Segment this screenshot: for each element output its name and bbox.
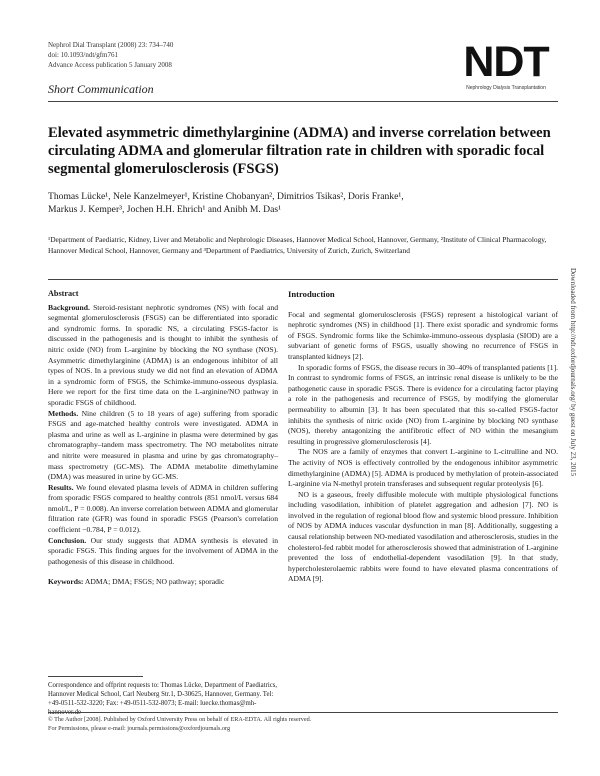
download-note-text[interactable]: Downloaded from http://ndt.oxfordjournals.org/ by guest on July 23, 2015 [569,268,577,477]
conclusion-text: Our study suggests that ADMA synthesis is elevated in sporadic FSGS. This finding argues for the involvement of ADMA in the pathogenesis of this disease in childhood. [48,535,278,566]
background-text: Steroid-resistant nephrotic syndromes (NS) with focal and segmental glomerulosclerosis (FSGS) can be differentiated into sporadic and syndromic forms. In sporadic NS, a circulating FSGS-factor is discussed in the pathogenesis and is thought to inhibit the synthesis of nitric oxide (NO) from L-arginine by blocking the NO synthase (NOS). Asymmetric dimethylarginine (ADMA) is an endogenous inhibitor of all types of NOS. In a previous study we did not find an elevation of ADMA in a syndromic form of FSGS, the Schimke-immuno-osseous dysplasia. Here we report for the first time data on the L-arginine/NO pathway in sporadic FSGS of childhood. [48,302,278,407]
ndt-logo [456,40,556,95]
abstract-results [48,483,278,536]
divider [48,712,558,713]
conclusion-label: Conclusion. [48,535,87,545]
journal-citation: Nephrol Dial Transplant (2008) 23: 734–740 [48,41,174,49]
abstract-column [48,289,278,588]
keywords [48,577,278,588]
affiliations: ¹Department of Paediatric, Kidney, Liver and Metabolic and Nephrologic Diseases, Hannover Medical School, Hannover, Germany, ²Institute of Clinical Pharmacology, Hannover Medical School, Hannover, Germany and ³Department of Paediatrics, University of Zurich, Zurich, Switzerland [48,235,547,255]
authors-line-1: Thomas Lücke¹, Nele Kanzelmeyer¹, Kristine Chobanyan², Dimitrios Tsikas², Doris Franke¹, [48,191,404,202]
copyright-line: © The Author [2008]. Published by Oxford University Press on behalf of ERA-EDTA. All rights reserved. [48,716,312,723]
intro-paragraph-3: The NOS are a family of enzymes that convert L-arginine to L-citrulline and NO. The activity of NOS is effectively controlled by the endogenous inhibitor asymmetric dimethylarginine (ADMA) [5]. ADMA is produced by methylation of protein-associated L-arginine via N-methyl protein transferases and subsequent regular proteolysis [6]. [288,447,558,489]
intro-paragraph-4: NO is a gaseous, freely diffusible molecule with multiple physiological functions including vasodilation, inhibition of platelet aggregation and adhesion [7]. NO is involved in the regulation of regional blood flow and systemic blood pressure. Inhibition of NOS by ADMA induces vascular dysfunction in man [8]. Additionally, suggesting a causal relationship between NO-mediated vasodilation and atherosclerosis, studies in the cholesterol-fed rabbit model for atherosclerosis showed that administration of L-arginine prevented the loss of endothelial-dependent vasodilation [9]. In that study, hypercholesterolaemic rabbits were found to have elevated plasma concentrations of ADMA [9]. [288,489,558,584]
download-side-note [565,268,579,628]
results-text: We found elevated plasma levels of ADMA in children suffering from sporadic FSGS compared to healthy controls (851 nmol/L versus 684 nmol/L, P = 0.008). An inverse correlation between ADMA and glomerular filtration rate (GFR) was found in sporadic FSGS (Pearson's correlation coefficient −0.784, P = 0.012). [48,482,278,535]
divider [48,676,143,677]
intro-paragraph-1: Focal and segmental glomerulosclerosis (FSGS) represent a histological variant of nephrotic syndromes (NS) in childhood [1]. There exist sporadic and syndromic forms of FSGS. Syndromic forms like the Schimke-immuno-osseous dysplasia (SIOD) are a subvariant of genetic forms of FSGS, usually showing no recurrence of FSGS in transplanted kidneys [2]. [288,309,558,361]
journal-header [48,40,173,70]
divider [48,101,558,102]
intro-paragraph-2: In sporadic forms of FSGS, the disease recurs in 30–40% of transplanted patients [1]. In contrast to syndromic forms of FSGS, an intrinsic renal disease is unlikely to be the pathogenetic cause in sporadic FSGS. There is evidence for a circulating factor playing a role in the pathogenesis and recurrence of FSGS, by modifying the glomerular permeability to albumin [3]. It has been speculated that this so-called FSGS-factor inhibits the synthesis of nitric oxide (NO) from L-arginine by blocking NO synthase (NOS), thereby antagonizing the antifibrotic effect of NO within the mesangium resulting in progressive glomerulosclerosis [4]. [288,362,558,446]
doi[interactable]: doi: 10.1093/ndt/gfm761 [48,51,118,59]
abstract-background [48,303,278,409]
logo-text: NDT [463,38,549,86]
keywords-text: ADMA; DMA; FSGS; NO pathway; sporadic [84,577,225,587]
keywords-label: Keywords: [48,577,84,587]
abstract-methods [48,409,278,483]
article-type: Short Communication [48,82,154,96]
copyright-footer [48,716,558,733]
introduction-heading: Introduction [288,289,335,299]
methods-text: Nine children (5 to 18 years of age) suffering from sporadic FSGS and age-matched healthy controls were investigated. ADMA in plasma and urine as well as L-arginine in plasma were determined by gas chromatography–tandem mass spectrometry. The NO metabolites nitrate and nitrite were measured in plasma and urine by gas chromatography–mass spectrometry (GC-MS). The ADMA metabolite dimethylamine (DMA) was measured in urine by GC-MS. [48,408,278,482]
correspondence: Correspondence and offprint requests to: Thomas Lücke, Department of Paediatrics, Hannover Medical School, Carl Neuberg Str.1, D-30625, Hannover, Germany. Tel: +49-0511-532-3220; Fax: +49-0511-532-8073; E-mail: luecke.thomas@mh- [48,682,278,707]
abstract-heading: Abstract [48,289,79,298]
introduction-column [288,289,558,585]
methods-label: Methods. [48,408,79,418]
author-list [48,190,553,216]
advance-access: Advance Access publication 5 January 2008 [48,61,172,69]
background-label: Background. [48,302,90,312]
abstract-conclusion [48,536,278,568]
authors-line-2: Markus J. Kemper³, Jochen H.H. Ehrich¹ and Anibh M. Das¹ [48,204,281,215]
permissions-line: For Permissions, please e-mail: journals.permissions@oxfordjournals.org [48,724,231,732]
article-title: Elevated asymmetric dimethylarginine (ADMA) and inverse correlation between circulating ADMA and glomerular filtration rate in children with sporadic focal segmental glomerulosclerosis (FSGS) [48,125,551,177]
logo-subtitle: Nephrology Dialysis Transplantation [466,85,546,91]
divider [48,279,558,280]
results-label: Results. [48,482,74,492]
